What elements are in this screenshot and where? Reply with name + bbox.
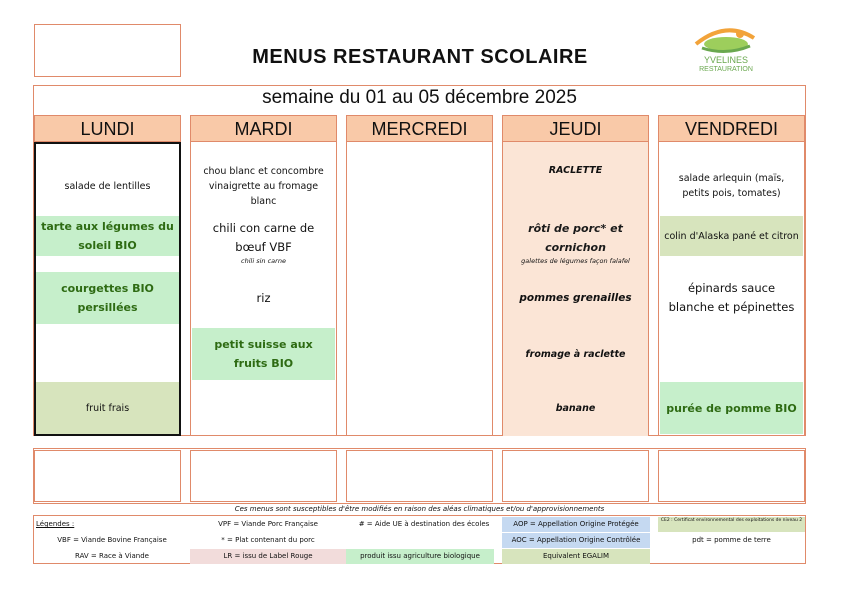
vendredi-entree: salade arlequin (maïs, petits pois, tomates)	[678, 173, 785, 199]
mardi-plat: chili con carne de bœuf VBF	[212, 220, 315, 254]
bottom-box-mardi	[190, 450, 337, 502]
brand-name	[686, 56, 766, 74]
day-header-mercredi: MERCREDI	[347, 116, 492, 142]
mardi-entree: chou blanc et concombre vinaigrette au fromage blanc	[203, 165, 324, 207]
vendredi-accompagnement: épinards sauce blanche et pépinettes	[668, 281, 795, 314]
lundi-accompagnement: courgettes BIO persillées	[36, 272, 179, 324]
legend-rav: RAV = Race à Viande	[75, 552, 149, 560]
jeudi-plat-cell	[504, 214, 647, 270]
jeudi-dessert: banane	[555, 402, 596, 414]
mardi-plat-cell	[192, 214, 335, 270]
legend-egalim: Equivalent EGALIM	[502, 549, 650, 564]
vendredi-plat: colin d'Alaska pané et citron	[660, 216, 803, 256]
legend-aoc: AOC = Appellation Origine Contrôlée	[502, 533, 650, 548]
bottom-box-mercredi	[346, 450, 493, 502]
jeudi-plat-alt: galettes de légumes façon falafel	[521, 256, 630, 265]
day-header-vendredi: VENDREDI	[659, 116, 804, 142]
day-header-lundi: LUNDI	[35, 116, 180, 142]
jeudi-accompagnement: pommes grenailles	[519, 291, 632, 304]
vendredi-dessert: purée de pomme BIO	[660, 382, 803, 434]
day-column-lundi	[34, 115, 181, 436]
legend-porc: * = Plat contenant du porc	[221, 536, 315, 544]
school-logo-box	[34, 24, 181, 77]
mardi-plat-alt: chili sin carne	[241, 256, 286, 265]
legend	[33, 515, 806, 564]
day-column-mardi	[190, 115, 337, 436]
brand-line-1: YVELINES	[703, 55, 749, 65]
day-header-mardi: MARDI	[191, 116, 336, 142]
day-column-mercredi	[346, 115, 493, 436]
jeudi-laitage: fromage à raclette	[525, 348, 626, 360]
day-column-vendredi	[658, 115, 805, 436]
week-title: semaine du 01 au 05 décembre 2025	[262, 87, 577, 108]
lundi-plat: tarte aux légumes du soleil BIO	[36, 216, 179, 256]
jeudi-plat: rôti de porc* et cornichon	[528, 221, 623, 254]
day-column-jeudi	[502, 115, 649, 436]
legend-vpf: VPF = Viande Porc Française	[218, 520, 318, 528]
legend-ce2: CE2 : Certificat environnemental des exploitations de niveau 2	[658, 517, 805, 532]
legend-pdt: pdt = pomme de terre	[692, 536, 771, 544]
legend-vbf: VBF = Viande Bovine Française	[57, 536, 167, 544]
legend-ue: # = Aide UE à destination des écoles	[358, 520, 490, 528]
mardi-accompagnement: riz	[256, 290, 271, 305]
lundi-entree: salade de lentilles	[64, 180, 151, 192]
legend-lr: LR = issu de Label Rouge	[190, 549, 346, 564]
page-title: MENUS RESTAURANT SCOLAIRE	[252, 46, 588, 68]
bottom-box-lundi	[34, 450, 181, 502]
brand-line-2: RESTAURATION	[699, 66, 753, 73]
legend-bio: produit issu agriculture biologique	[346, 549, 494, 564]
legend-title: Légendes :	[36, 520, 75, 528]
jeudi-entree: RACLETTE	[548, 164, 603, 176]
mardi-laitage: petit suisse aux fruits BIO	[192, 328, 335, 380]
bottom-box-vendredi	[658, 450, 805, 502]
disclaimer: Ces menus sont susceptibles d'être modifiés en raison des aléas climatiques et/ou d'approvisionnements	[234, 505, 605, 513]
lundi-dessert: fruit frais	[36, 382, 179, 434]
legend-aop: AOP = Appellation Origine Protégée	[502, 517, 650, 532]
bottom-box-jeudi	[502, 450, 649, 502]
day-header-jeudi: JEUDI	[503, 116, 648, 142]
